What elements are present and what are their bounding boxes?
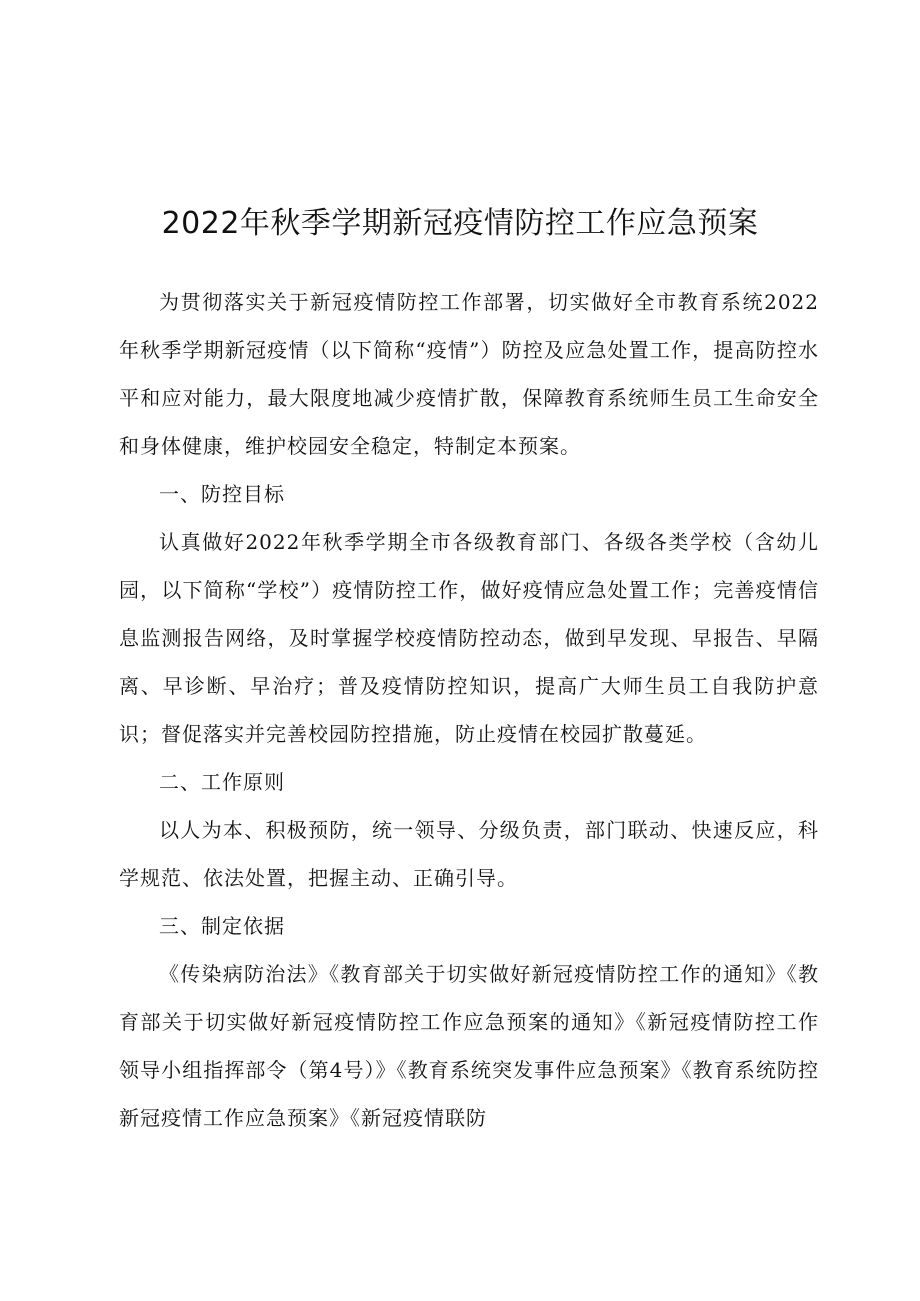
section-heading-basis: 三、制定依据 [159, 914, 285, 938]
section-heading-goals: 一、防控目标 [159, 482, 285, 506]
section-heading-principles: 二、工作原则 [159, 770, 285, 794]
intro-paragraph: 为贯彻落实关于新冠疫情防控工作部署，切实做好全市教育系统2022年秋季学期新冠疫情（以下简称“疫情”）防控及应急处置工作，提高防控水平和应对能力，最大限度地减少疫情扩散，保障教育系统师生员工生命安全和身体健康，维护校园安全稳定，特制定本预案。 [119, 290, 819, 458]
section-text-principles: 以人为本、积极预防，统一领导、分级负责，部门联动、快速反应，科学规范、依法处置，把握主动、正确引导。 [119, 818, 819, 890]
document-body [119, 278, 819, 1142]
section-text-basis: 《传染病防治法》《教育部关于切实做好新冠疫情防控工作的通知》《教育部关于切实做好新冠疫情防控工作应急预案的通知》《新冠疫情防控工作领导小组指挥部令（第4号）》《教育系统突发事件应急预案》《教育系统防控新冠疫情工作应急预案》《新冠疫情联防 [119, 962, 819, 1130]
document-title: 2022年秋季学期新冠疫情防控工作应急预案 [161, 206, 759, 241]
section-text-goals: 认真做好2022年秋季学期全市各级教育部门、各级各类学校（含幼儿园，以下简称“学校”）疫情防控工作，做好疫情应急处置工作；完善疫情信息监测报告网络，及时掌握学校疫情防控动态，做到早发现、早报告、早隔离、早诊断、早治疗；普及疫情防控知识，提高广大师生员工自我防护意识；督促落实并完善校园防控措施，防止疫情在校园扩散蔓延。 [119, 530, 819, 746]
